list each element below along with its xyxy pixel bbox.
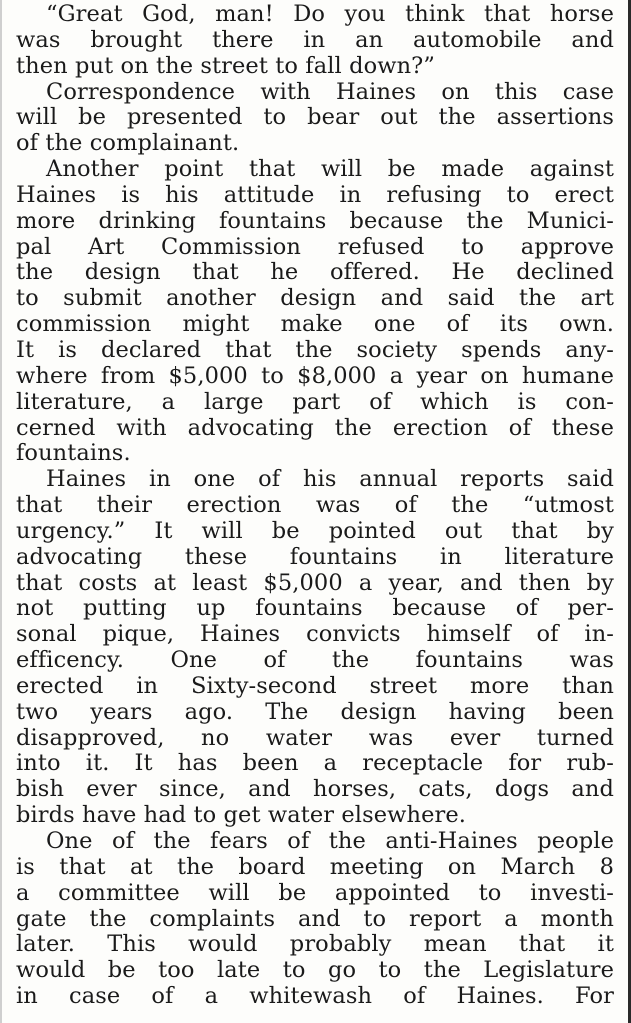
article-column xyxy=(16,2,614,1010)
article-line: pal Art Commission refused to approve xyxy=(16,233,614,260)
article-line: later. This would probably mean that it xyxy=(16,931,614,958)
article-line: erected in Sixty-second street more than xyxy=(16,672,614,699)
article-line: One of the fears of the anti-Haines people xyxy=(46,828,614,854)
article-line: Correspondence with Haines on this case xyxy=(46,78,614,105)
article-line: “Great God, man! Do you think that horse xyxy=(46,1,614,27)
article-line: more drinking fountains because the Munici- xyxy=(16,207,614,234)
article-line: urgency.” It will be pointed out that by xyxy=(16,517,614,544)
article-line: that their erection was of the “utmost xyxy=(16,492,614,519)
article-line: a committee will be appointed to investi- xyxy=(16,879,614,906)
article-line: birds have had to get water elsewhere. xyxy=(16,802,467,829)
article-line: It is declared that the society spends any- xyxy=(16,336,614,363)
article-line: Another point that will be made against xyxy=(46,156,614,183)
article-line: efficency. One of the fountains was xyxy=(16,647,614,674)
article-line: the design that he offered. He declined xyxy=(16,259,614,286)
article-line: of the complainant. xyxy=(16,130,240,157)
article-line: bish ever since, and horses, cats, dogs and xyxy=(16,776,614,803)
article-line: commission might make one of its own. xyxy=(16,311,614,338)
article-line: gate the complaints and to report a month xyxy=(16,905,614,932)
article-line: would be too late to go to the Legislature xyxy=(16,957,614,984)
article-line: that costs at least $5,000 a year, and then by xyxy=(16,569,614,596)
article-line: was brought there in an automobile and xyxy=(16,26,614,53)
article-line: into it. It has been a receptacle for rub- xyxy=(16,750,614,777)
article-line: will be presented to bear out the assertions xyxy=(16,104,614,131)
article-line: disapproved, no water was ever turned xyxy=(16,724,614,751)
article-line: then put on the street to fall down?” xyxy=(16,52,435,79)
article-line: to submit another design and said the art xyxy=(16,285,614,312)
article-line: Haines is his attitude in refusing to erect xyxy=(16,181,614,208)
article-line: not putting up fountains because of per- xyxy=(16,595,614,622)
article-line: two years ago. The design having been xyxy=(16,698,614,725)
article-line: cerned with advocating the erection of these xyxy=(16,414,614,441)
article-line: advocating these fountains in literature xyxy=(16,543,614,570)
article-line: where from $5,000 to $8,000 a year on humane xyxy=(16,362,614,389)
article-line: sonal pique, Haines convicts himself of in- xyxy=(16,621,614,648)
article-line: in case of a whitewash of Haines. For xyxy=(16,983,614,1010)
article-line: fountains. xyxy=(16,440,131,467)
article-line: Haines in one of his annual reports said xyxy=(46,466,614,493)
article-line: is that at the board meeting on March 8 xyxy=(16,853,614,880)
article-line: literature, a large part of which is con- xyxy=(16,388,614,415)
left-edge xyxy=(0,0,2,1023)
